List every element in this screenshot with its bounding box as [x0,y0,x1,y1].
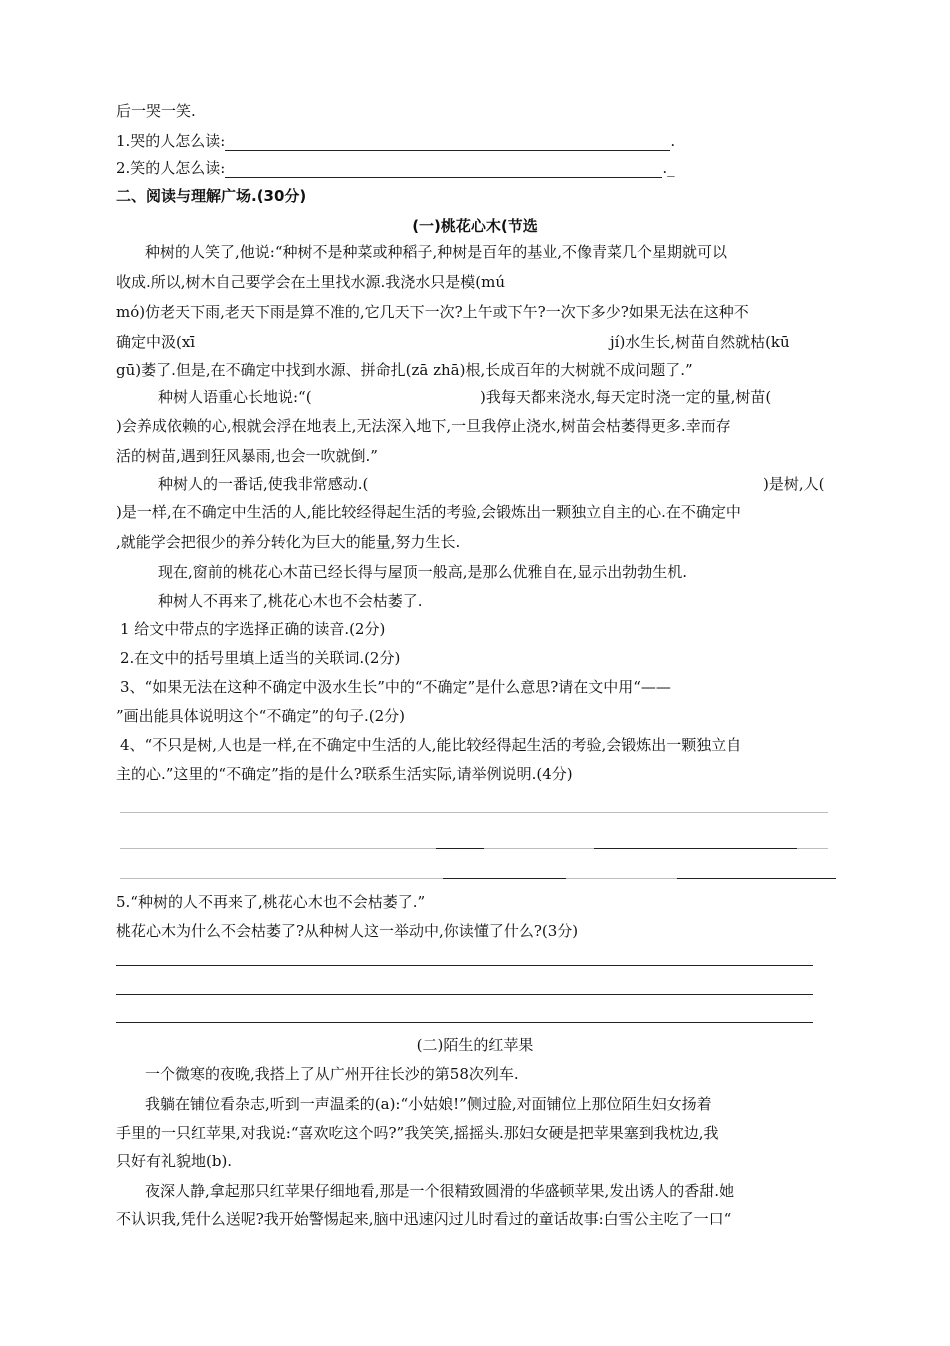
passage2-line: 我躺在铺位看杂志,听到一声温柔的(a):“小姑娘!”侧过脸,对面铺位上那位陌生妇女扬着 [145,1095,712,1113]
passage2-line: 一个微寒的夜晚,我搭上了从广州开往长沙的第58次列车. [145,1065,519,1083]
answer-line[interactable] [116,994,813,995]
answer-blank-laugh[interactable] [225,161,662,178]
question-4-cont: 主的心.”这里的“不确定”指的是什么?联系生活实际,请举例说明.(4分) [116,765,573,783]
passage1-line: jí)水生长,树苗自然就枯(kū [610,333,790,351]
passage2-line: 夜深人静,拿起那只红苹果仔细地看,那是一个很精致圆滑的华盛顿苹果,发出诱人的香甜.她 [145,1182,735,1200]
question-laugh-end: ._ [662,159,675,177]
passage2-line: 只好有礼貌地(b). [116,1152,233,1170]
question-3-cont: ”画出能具体说明这个“不确定”的句子.(2分) [116,707,406,725]
answer-line[interactable] [116,965,813,966]
passage1-line: 种树的人笑了,他说:“种树不是种菜或种稻子,种树是百年的基业,不像青菜几个星期就可以 [145,243,728,261]
answer-line-segment [594,848,797,849]
passage1-line: )会养成依赖的心,根就会浮在地表上,无法深入地下,一旦我停止浇水,树苗会枯萎得更多.幸而存 [116,417,731,435]
answer-line-segment [443,878,566,879]
passage1-line: mó)仿老天下雨,老天下雨是算不准的,它几天下一次?上午或下午?一次下多少?如果无法在这种不 [116,303,749,321]
passage1-line: )我每天都来浇水,每天定时浇一定的量,树苗( [480,388,772,406]
passage1-line: 确定中汲(xī [116,333,196,351]
question-5: 5.“种树的人不再来了,桃花心木也不会枯萎了.” [116,893,426,911]
answer-line-segment [436,848,484,849]
passage1-title: (一)桃花心木(节选 [412,217,538,235]
passage1-line: )是一样,在不确定中生活的人,能比较经得起生活的考验,会锻炼出一颗独立自主的心.在不确定中 [116,503,741,521]
answer-blank-cry[interactable] [225,134,670,151]
passage1-line: 现在,窗前的桃花心木苗已经长得与屋顶一般高,是那么优雅自在,显示出勃勃生机. [158,563,688,581]
passage1-line: 种树人语重心长地说:“( [158,388,312,406]
question-4: 4、“不只是树,人也是一样,在不确定中生活的人,能比较经得起生活的考验,会锻炼出一颗独立自 [120,736,742,754]
question-1: 1 给文中带点的字选择正确的读音.(2分) [120,620,386,638]
answer-line-segment [677,878,836,879]
question-laugh [116,158,675,178]
question-3: 3、“如果无法在这种不确定中汲水生长”中的“不确定”是什么意思?请在文中用“—— [120,678,671,696]
question-cry [116,131,675,151]
passage1-line: 活的树苗,遇到狂风暴雨,也会一吹就倒.” [116,447,378,465]
passage2-line: 不认识我,凭什么送呢?我开始警惕起来,脑中迅速闪过儿时看过的童话故事:白雪公主吃了一口“ [116,1210,732,1228]
question-laugh-label: 2.笑的人怎么读: [116,159,226,177]
question-2: 2.在文中的括号里填上适当的关联词.(2分) [120,649,401,667]
question-cry-end: . [670,132,676,150]
section2-heading: 二、阅读与理解广场.(30分) [116,187,307,205]
passage1-line: )是树,人( [763,475,825,493]
passage2-line: 手里的一只红苹果,对我说:“喜欢吃这个吗?”我笑笑,摇摇头.那妇女硬是把苹果塞到我枕边,我 [116,1124,719,1142]
passage1-line: 种树人的一番话,使我非常感动.( [158,475,369,493]
intro-tail: 后一哭一笑. [116,102,196,120]
passage1-line: gū)萎了.但是,在不确定中找到水源、拼命扎(zā zhā)根,长成百年的大树就不成问题了.” [116,361,693,379]
question-5-cont: 桃花心木为什么不会枯萎了?从种树人这一举动中,你读懂了什么?(3分) [116,922,579,940]
question-cry-label: 1.哭的人怎么读: [116,132,226,150]
answer-line[interactable] [116,1022,813,1023]
passage1-line: 收成.所以,树木自己要学会在土里找水源.我浇水只是模(mú [116,273,506,291]
passage1-line: ,就能学会把很少的养分转化为巨大的能量,努力生长. [116,533,461,551]
answer-line[interactable] [120,812,828,813]
passage2-title: (二)陌生的红苹果 [416,1036,534,1054]
passage1-line: 种树人不再来了,桃花心木也不会枯萎了. [158,592,423,610]
